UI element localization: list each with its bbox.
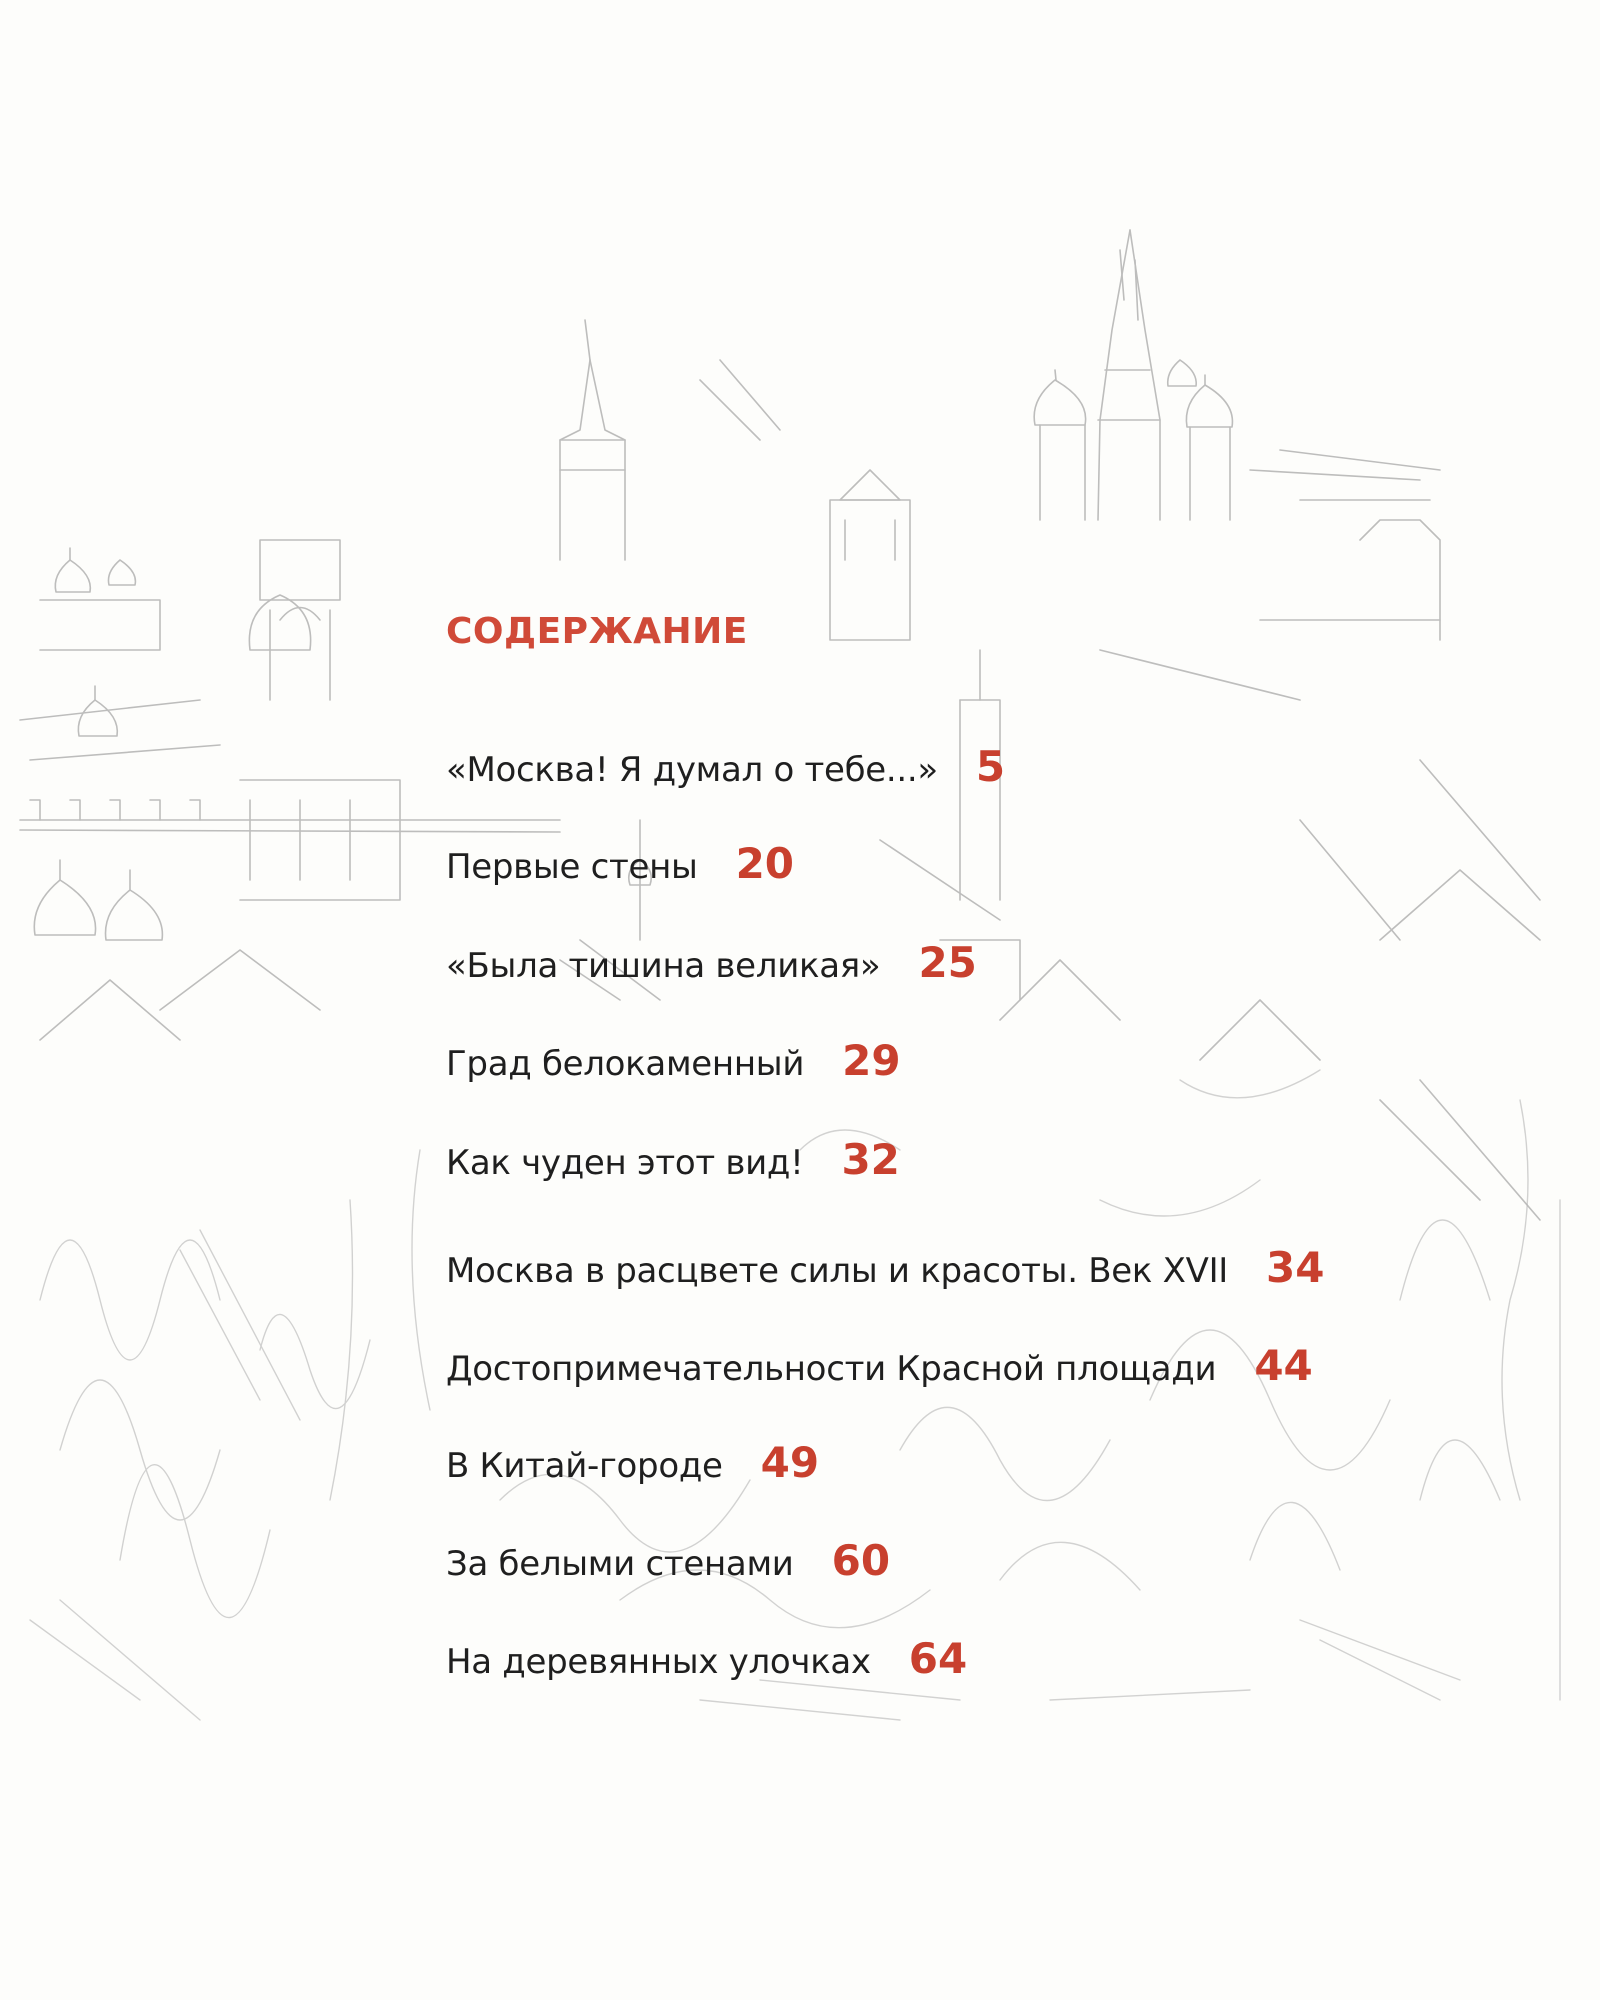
toc-entry[interactable] [446,1036,901,1085]
toc-entry-title: В Китай-городе [446,1446,723,1486]
toc-entry-page: 5 [975,742,1006,791]
toc-entry[interactable] [446,1634,967,1683]
contents-heading: СОДЕРЖАНИЕ [446,611,748,652]
toc-entry-title: За белыми стенами [446,1544,794,1584]
toc-entry-page: 29 [842,1036,901,1085]
toc-entry[interactable] [446,1135,900,1184]
toc-entry[interactable] [446,742,1005,791]
toc-entry[interactable] [446,1341,1313,1390]
toc-entry[interactable] [446,839,794,888]
toc-entry-page: 34 [1266,1243,1325,1292]
toc-entry-title: Первые стены [446,847,698,887]
toc-entry-title: «Была тишина великая» [446,946,881,986]
toc-entry-page: 64 [908,1634,968,1683]
toc-entry[interactable] [446,1536,890,1585]
toc-entry[interactable] [446,1243,1324,1292]
toc-entry-page: 49 [760,1438,820,1487]
toc-entry-title: На деревянных улочках [446,1642,871,1682]
toc-entry-title: Москва в расцвете силы и красоты. Век XVII [446,1251,1229,1291]
toc-entry-page: 25 [918,938,977,987]
toc-entry-page: 20 [735,839,795,888]
toc-entry-title: Достопримечательности Красной площади [446,1349,1217,1389]
toc-entry[interactable] [446,938,977,987]
toc-entry-page: 60 [831,1536,891,1585]
toc-entry-title: «Москва! Я думал о тебе...» [446,750,938,790]
toc-entry-page: 32 [841,1135,900,1184]
toc-entry-title: Град белокаменный [446,1044,805,1084]
toc-entry[interactable] [446,1438,819,1487]
toc-entry-title: Как чуден этот вид! [446,1143,804,1183]
toc-entry-page: 44 [1254,1341,1313,1390]
